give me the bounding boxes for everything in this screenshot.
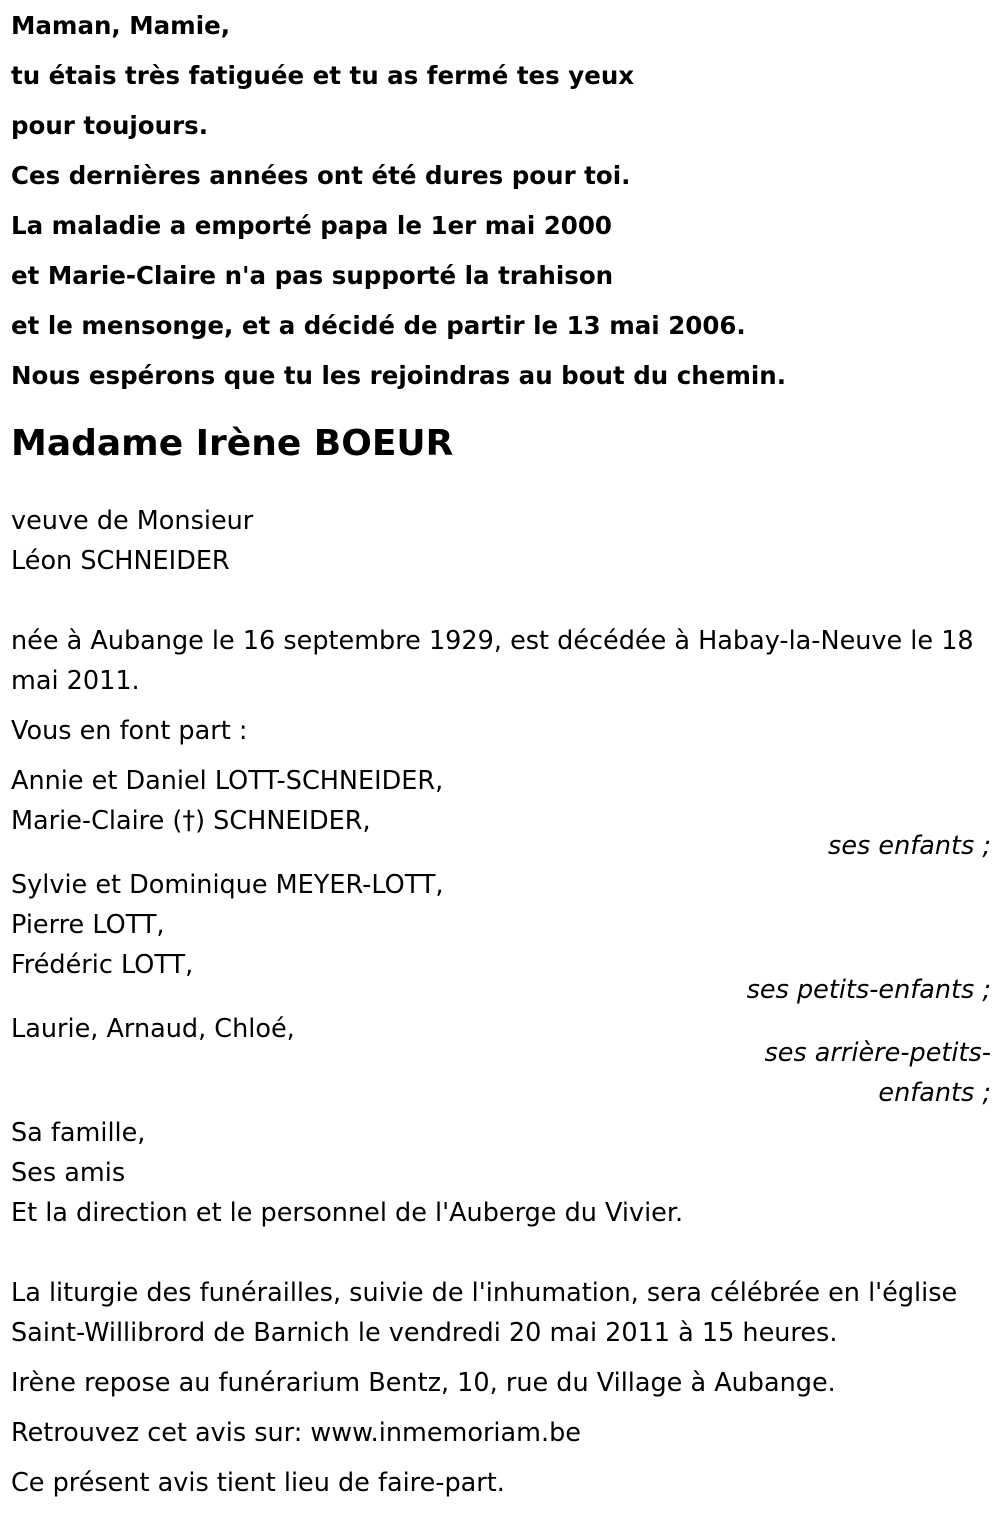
- child-name: Marie-Claire (†) SCHNEIDER,: [11, 806, 371, 836]
- widow-of: [11, 501, 991, 581]
- great-grandchildren-block: [11, 1009, 991, 1113]
- funeral-info: La liturgie des funérailles, suivie de l'inhumation, sera célébrée en l'église Saint-Willibrord de Barnich le vendredi 20 mai 2011 à 15 heures.: [11, 1278, 958, 1348]
- other-line: Sa famille,: [11, 1118, 146, 1148]
- great-grandchildren-relation-line: enfants ;: [878, 1078, 991, 1108]
- poem-line: et le mensonge, et a décidé de partir le 13 mai 2006.: [11, 311, 746, 340]
- grandchild-name: Pierre LOTT,: [11, 910, 165, 940]
- poem-line: Ces dernières années ont été dures pour toi.: [11, 161, 631, 190]
- grandchildren-block: [11, 865, 991, 1010]
- poem-line: La maladie a emporté papa le 1er mai 2000: [11, 211, 612, 240]
- other-line: Ses amis: [11, 1158, 126, 1188]
- children-block: [11, 761, 991, 866]
- child-name: Annie et Daniel LOTT-SCHNEIDER,: [11, 766, 444, 796]
- great-grandchild-name: Laurie, Arnaud, Chloé,: [11, 1014, 295, 1044]
- announce: Vous en font part :: [11, 716, 248, 746]
- grandchildren-relation: ses petits-enfants ;: [746, 975, 991, 1005]
- notice-line: Ce présent avis tient lieu de faire-part.: [11, 1468, 505, 1498]
- grandchild-name: Frédéric LOTT,: [11, 950, 194, 980]
- widow-of-line: Léon SCHNEIDER: [11, 546, 230, 576]
- poem-line: Maman, Mamie,: [11, 11, 231, 40]
- rest-place: Irène repose au funérarium Bentz, 10, rue du Village à Aubange.: [11, 1368, 836, 1398]
- other-line: Et la direction et le personnel de l'Auberge du Vivier.: [11, 1198, 684, 1228]
- widow-of-line: veuve de Monsieur: [11, 506, 254, 536]
- obituary-notice: [11, 0, 991, 1503]
- deceased-name: Madame Irène BOEUR: [11, 423, 454, 464]
- children-relation: ses enfants ;: [828, 831, 991, 861]
- poem-line: pour toujours.: [11, 111, 209, 140]
- poem-line: et Marie-Claire n'a pas supporté la trahison: [11, 261, 614, 290]
- grandchild-name: Sylvie et Dominique MEYER-LOTT,: [11, 870, 444, 900]
- website-line: Retrouvez cet avis sur: www.inmemoriam.be: [11, 1418, 581, 1448]
- others-block: [11, 1113, 991, 1233]
- birth-death: née à Aubange le 16 septembre 1929, est décédée à Habay-la-Neuve le 18 mai 2011.: [11, 626, 974, 696]
- poem: [11, 0, 991, 401]
- poem-line: tu étais très fatiguée et tu as fermé tes yeux: [11, 61, 635, 90]
- poem-line: Nous espérons que tu les rejoindras au bout du chemin.: [11, 361, 787, 390]
- great-grandchildren-relation-line: ses arrière-petits-: [764, 1038, 991, 1068]
